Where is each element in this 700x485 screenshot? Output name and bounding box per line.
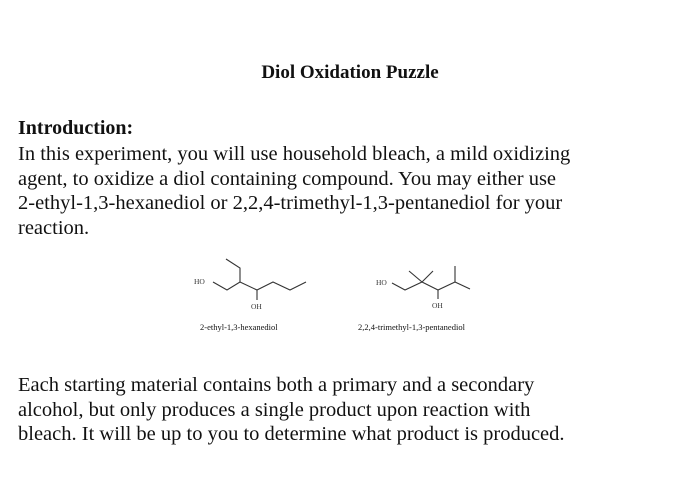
- conclusion-paragraph: [18, 373, 688, 447]
- paragraph-line: bleach. It will be up to you to determine what product is produced.: [18, 423, 565, 445]
- paragraph-line: In this experiment, you will use household bleach, a mild oxidizing: [18, 143, 571, 165]
- paragraph-line: Each starting material contains both a primary and a secondary: [18, 374, 535, 396]
- oh-label-2: OH: [432, 301, 443, 310]
- paragraph-line: alcohol, but only produces a single product upon reaction with: [18, 398, 531, 421]
- structure-label-1: 2-ethyl-1,3-hexanediol: [200, 322, 278, 332]
- ho-label-2: HO: [376, 278, 387, 287]
- structure-label-2: 2,2,4-trimethyl-1,3-pentanediol: [358, 322, 465, 332]
- structure-2-ethyl-1-3-hexanediol: [213, 259, 306, 300]
- structure-2-2-4-trimethyl-1-3-pentanediol: [392, 266, 470, 299]
- introduction-heading: Introduction:: [18, 117, 134, 139]
- page-title: Diol Oxidation Puzzle: [261, 62, 439, 83]
- paragraph-line: reaction.: [18, 216, 90, 239]
- ho-label-1: HO: [194, 277, 205, 286]
- paragraph-line: agent, to oxidize a diol containing compound. You may either use: [18, 167, 557, 190]
- oh-label-1: OH: [251, 302, 262, 311]
- paragraph-line: 2-ethyl-1,3-hexanediol or 2,2,4-trimethyl-1,3-pentanediol for your: [18, 192, 563, 214]
